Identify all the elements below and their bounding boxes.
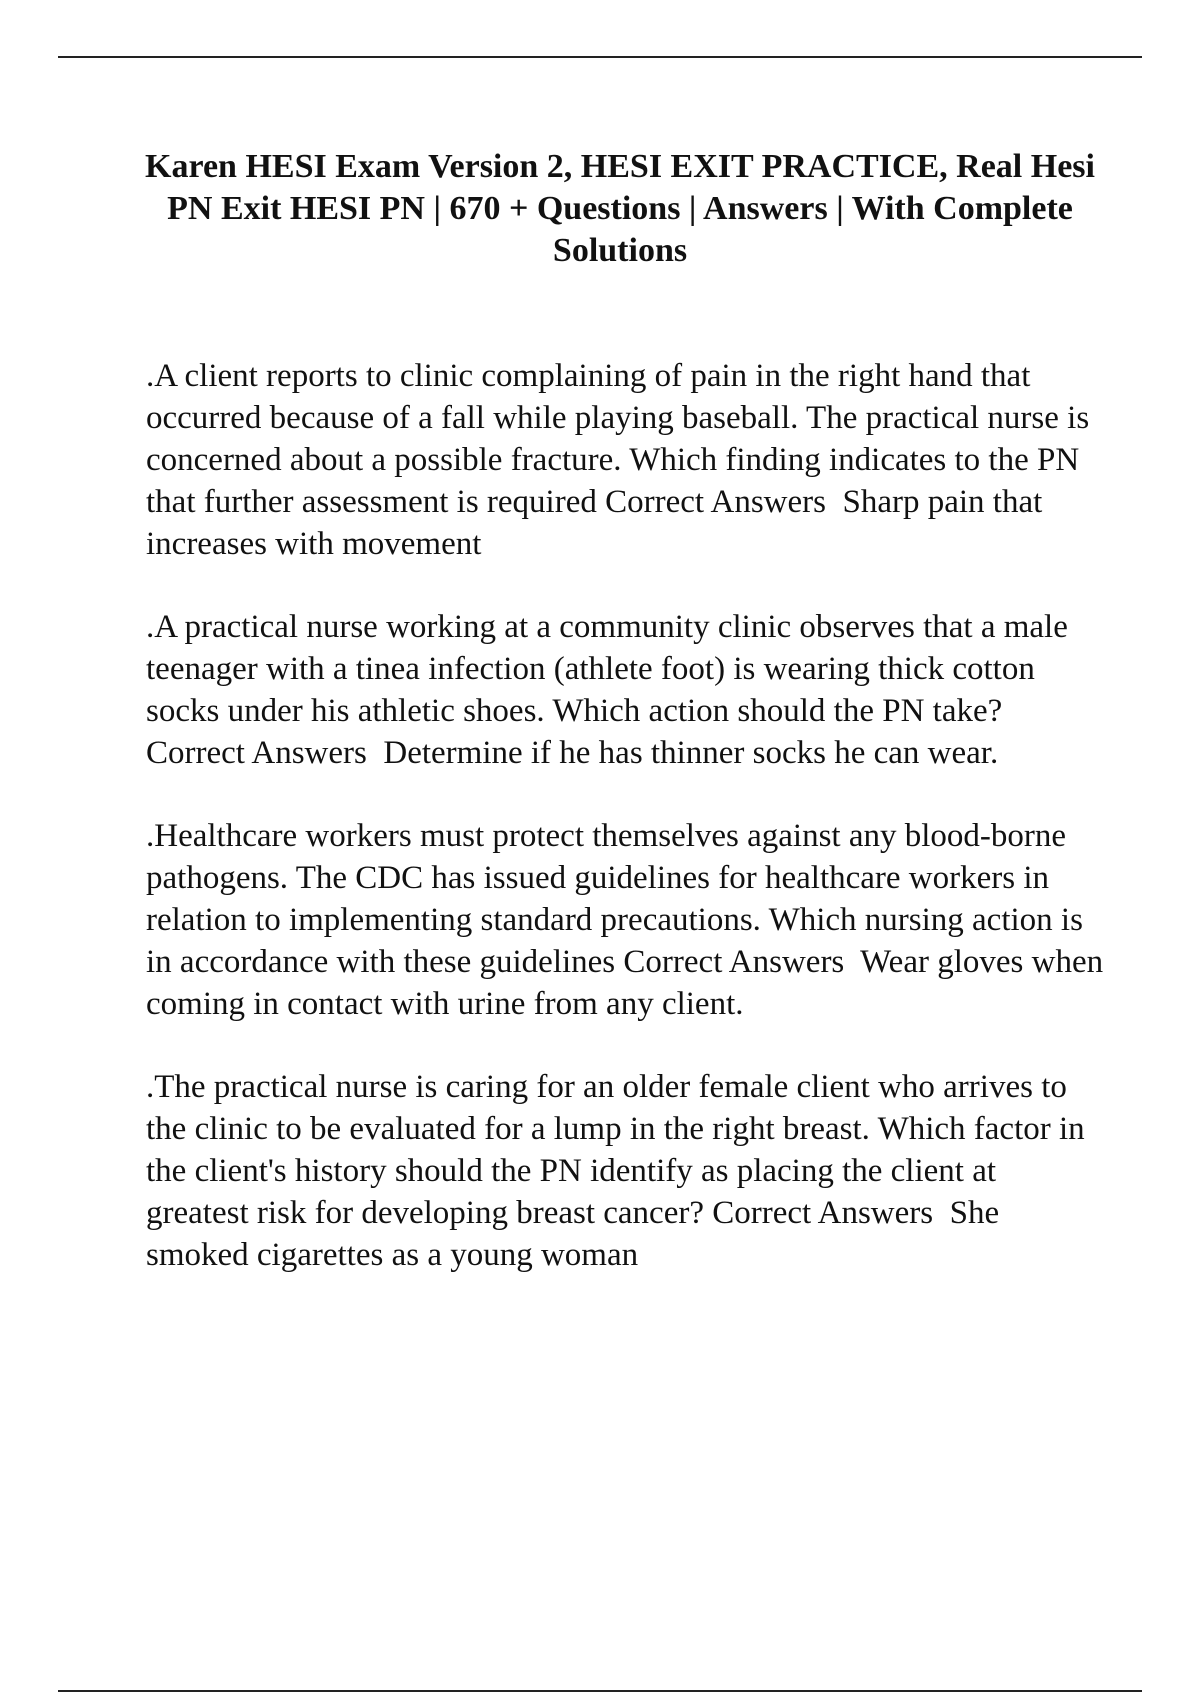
question-answer-2: .A practical nurse working at a community clinic observes that a male teenager with a tinea infection (athlete foot) is wearing thick cotton socks under his athletic shoes. Which action should the PN take? Correct Answers Determine if he has thinner socks he can wear. — [146, 609, 1077, 771]
question-list — [146, 355, 1112, 1317]
question-answer-4: .The practical nurse is caring for an older female client who arrives to the clinic to be evaluated for a lump in the right breast. Which factor in the client's history should the PN identify as placing the client at greatest risk for developing breast cancer? Correct Answers She smoked cigarettes as a young woman — [146, 1069, 1093, 1273]
top-rule — [58, 56, 1142, 58]
bottom-rule — [58, 1690, 1142, 1692]
question-answer-3: .Healthcare workers must protect themselves against any blood-borne pathogens. The CDC has issued guidelines for healthcare workers in relation to implementing standard precautions. Which nursing action is in accordance with these guidelines Correct Answers Wear gloves when coming in contact with urine from any client. — [146, 818, 1112, 1022]
document-title: Karen HESI Exam Version 2, HESI EXIT PRACTICE, Real Hesi PN Exit HESI PN | 670 + Questions | Answers | With Complete Solutions — [145, 148, 1095, 269]
question-answer-1: .A client reports to clinic complaining of pain in the right hand that occurred because of a fall while playing baseball. The practical nurse is concerned about a possible fracture. Which finding indicates to the PN that further assessment is required Correct Answers Sharp pain that increases with movement — [146, 358, 1098, 562]
